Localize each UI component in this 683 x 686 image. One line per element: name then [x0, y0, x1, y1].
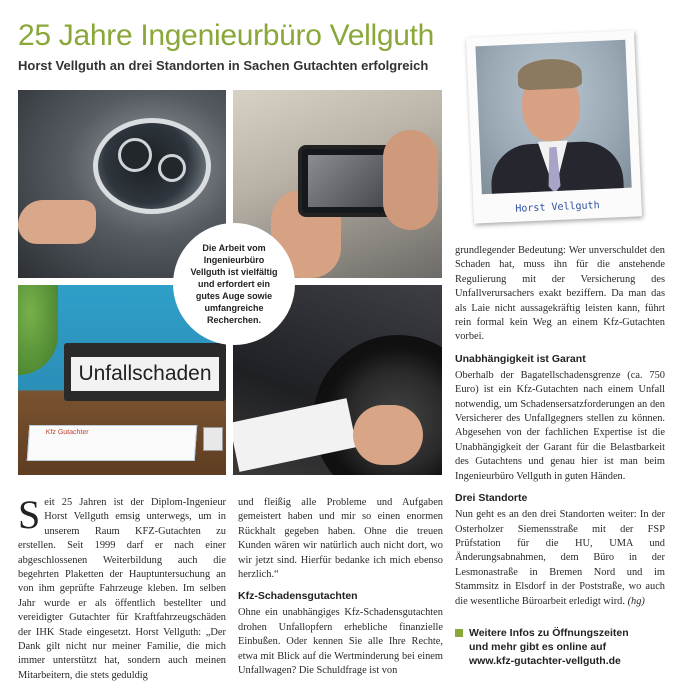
website-link[interactable]: www.kfz-gutachter-vellguth.de: [469, 655, 621, 667]
column-2: [238, 496, 443, 678]
section-heading: Unabhängigkeit ist Garant: [455, 352, 586, 365]
column-3: [455, 244, 665, 609]
info-line: und mehr gibt es online auf: [469, 641, 607, 653]
lens-shape: [158, 154, 186, 182]
column-1: [18, 492, 226, 683]
binder-label: Unfallschaden: [71, 357, 219, 391]
plant-shape: [18, 285, 58, 375]
hand-shape: [18, 200, 96, 244]
drop-cap: S: [18, 492, 41, 537]
hand-shape: [353, 405, 423, 465]
author-signature: (hg): [627, 595, 645, 607]
paragraph: Oberhalb der Bagatellschadensgrenze (ca. 750 Euro) ist ein Kfz-Gutachten nach einem Unfall notwendig, um Schadensersatzforderungen an den Versicherer des Unfallgegners stellen zu können. Abgesehen von der fachlichen Expertise ist die Unabhängigkeit der Garant für die Belastbarkeit des Gutachtens und genau hier ist man beim Ingenieurbüro Vellguth in guten Händen.: [455, 369, 665, 482]
paragraph: [18, 492, 226, 683]
portrait-caption: Horst Vellguth: [515, 200, 600, 215]
calendar-sheet: [27, 425, 198, 461]
section-heading: Kfz-Schadensgutachten: [238, 590, 358, 603]
paragraph: [455, 508, 665, 609]
hair-shape: [517, 58, 582, 91]
section-heading: Drei Standorte: [455, 492, 528, 505]
subline: Horst Vellguth an drei Standorten in Sachen Gutachten erfolgreich: [18, 58, 429, 73]
info-box: [455, 626, 670, 668]
paragraph-text: Nun geht es an den drei Standorten weiter: In der Osterholzer Siemensstraße mit der FSP Prüfstation für die HU, UMA und Änderungsabnahmen, dem Büro in der Lesmonastraße in Bremen Nord und im Stammsitz in Elsdorf in der Poststraße, wo auch die wesentliche Büroarbeit erledigt wird.: [455, 509, 665, 607]
portrait-card: [466, 30, 642, 223]
paragraph: grundlegender Bedeutung: Wer unverschuldet den Schaden hat, muss ihn für die anstehende Regulierung mit der Versicherung des Unfallverursachers exakt beziffern. Da man das als Laie nicht aussagekräftig leisten kann, führt rein formal kein Weg an einem Kfz-Gutachten vorbei.: [455, 245, 665, 343]
lens-shape: [118, 138, 152, 172]
info-line: Weitere Infos zu Öffnungszeiten: [469, 627, 629, 639]
headlamp-shape: [93, 118, 211, 214]
hand-shape: [383, 130, 438, 230]
info-bubble: Die Arbeit vom Ingenieurbüro Vellguth ist vielfältig und erfordert ein gutes Auge sowie umfangreiche Recherchen.: [173, 223, 295, 345]
cube-shape: [203, 427, 223, 451]
sheet-stamp: Kfz Gutachter: [45, 429, 89, 436]
paragraph-text: eit 25 Jahren ist der Diplom-Ingenieur Horst Vellguth emsig unterwegs, um in unserem Raum KFZ-Gutachten zu erstellen. Seit 1999 darf er nach einer abgeschlossenen Weiterbildung auch die begehrten Plaketten der Hauptuntersuchung an von ihm geprüfte Fahrzeuge kleben. Im selben Jahr wurde er als öffentlich bestellter und vereidigter Gutachter für Kraftfahrzeugschäden der IHK Stade eingesetzt. Horst Vellguth: „Der Dank gilt nicht nur meiner Familie, die mich immer unterstützt hat, sondern auch meinen Mitarbeitern, die stets geduldig: [18, 497, 226, 681]
paragraph: und fleißig alle Probleme und Aufgaben gemeistert haben und mir so einen enormen Rückhalt gegeben haben. Ohne die treuen Kunden wären wir natürlich auch nicht dort, wo wir jetzt sind. Hierfür bedanke ich mich ebenso herzlich.“: [238, 497, 443, 581]
headline: 25 Jahre Ingenieurbüro Vellguth: [18, 19, 435, 52]
bullet-square-icon: [455, 629, 463, 637]
paragraph: Ohne ein unabhängiges Kfz-Schadensgutachten drohen Unfallopfern erhebliche finanzielle Einbußen. Oder kennen Sie alle Ihre Rechte, etwa mit Blick auf die Wertminderung bei einem Unfallwagen? Die Schuldfrage ist von: [238, 607, 443, 677]
portrait-photo: [475, 40, 631, 194]
